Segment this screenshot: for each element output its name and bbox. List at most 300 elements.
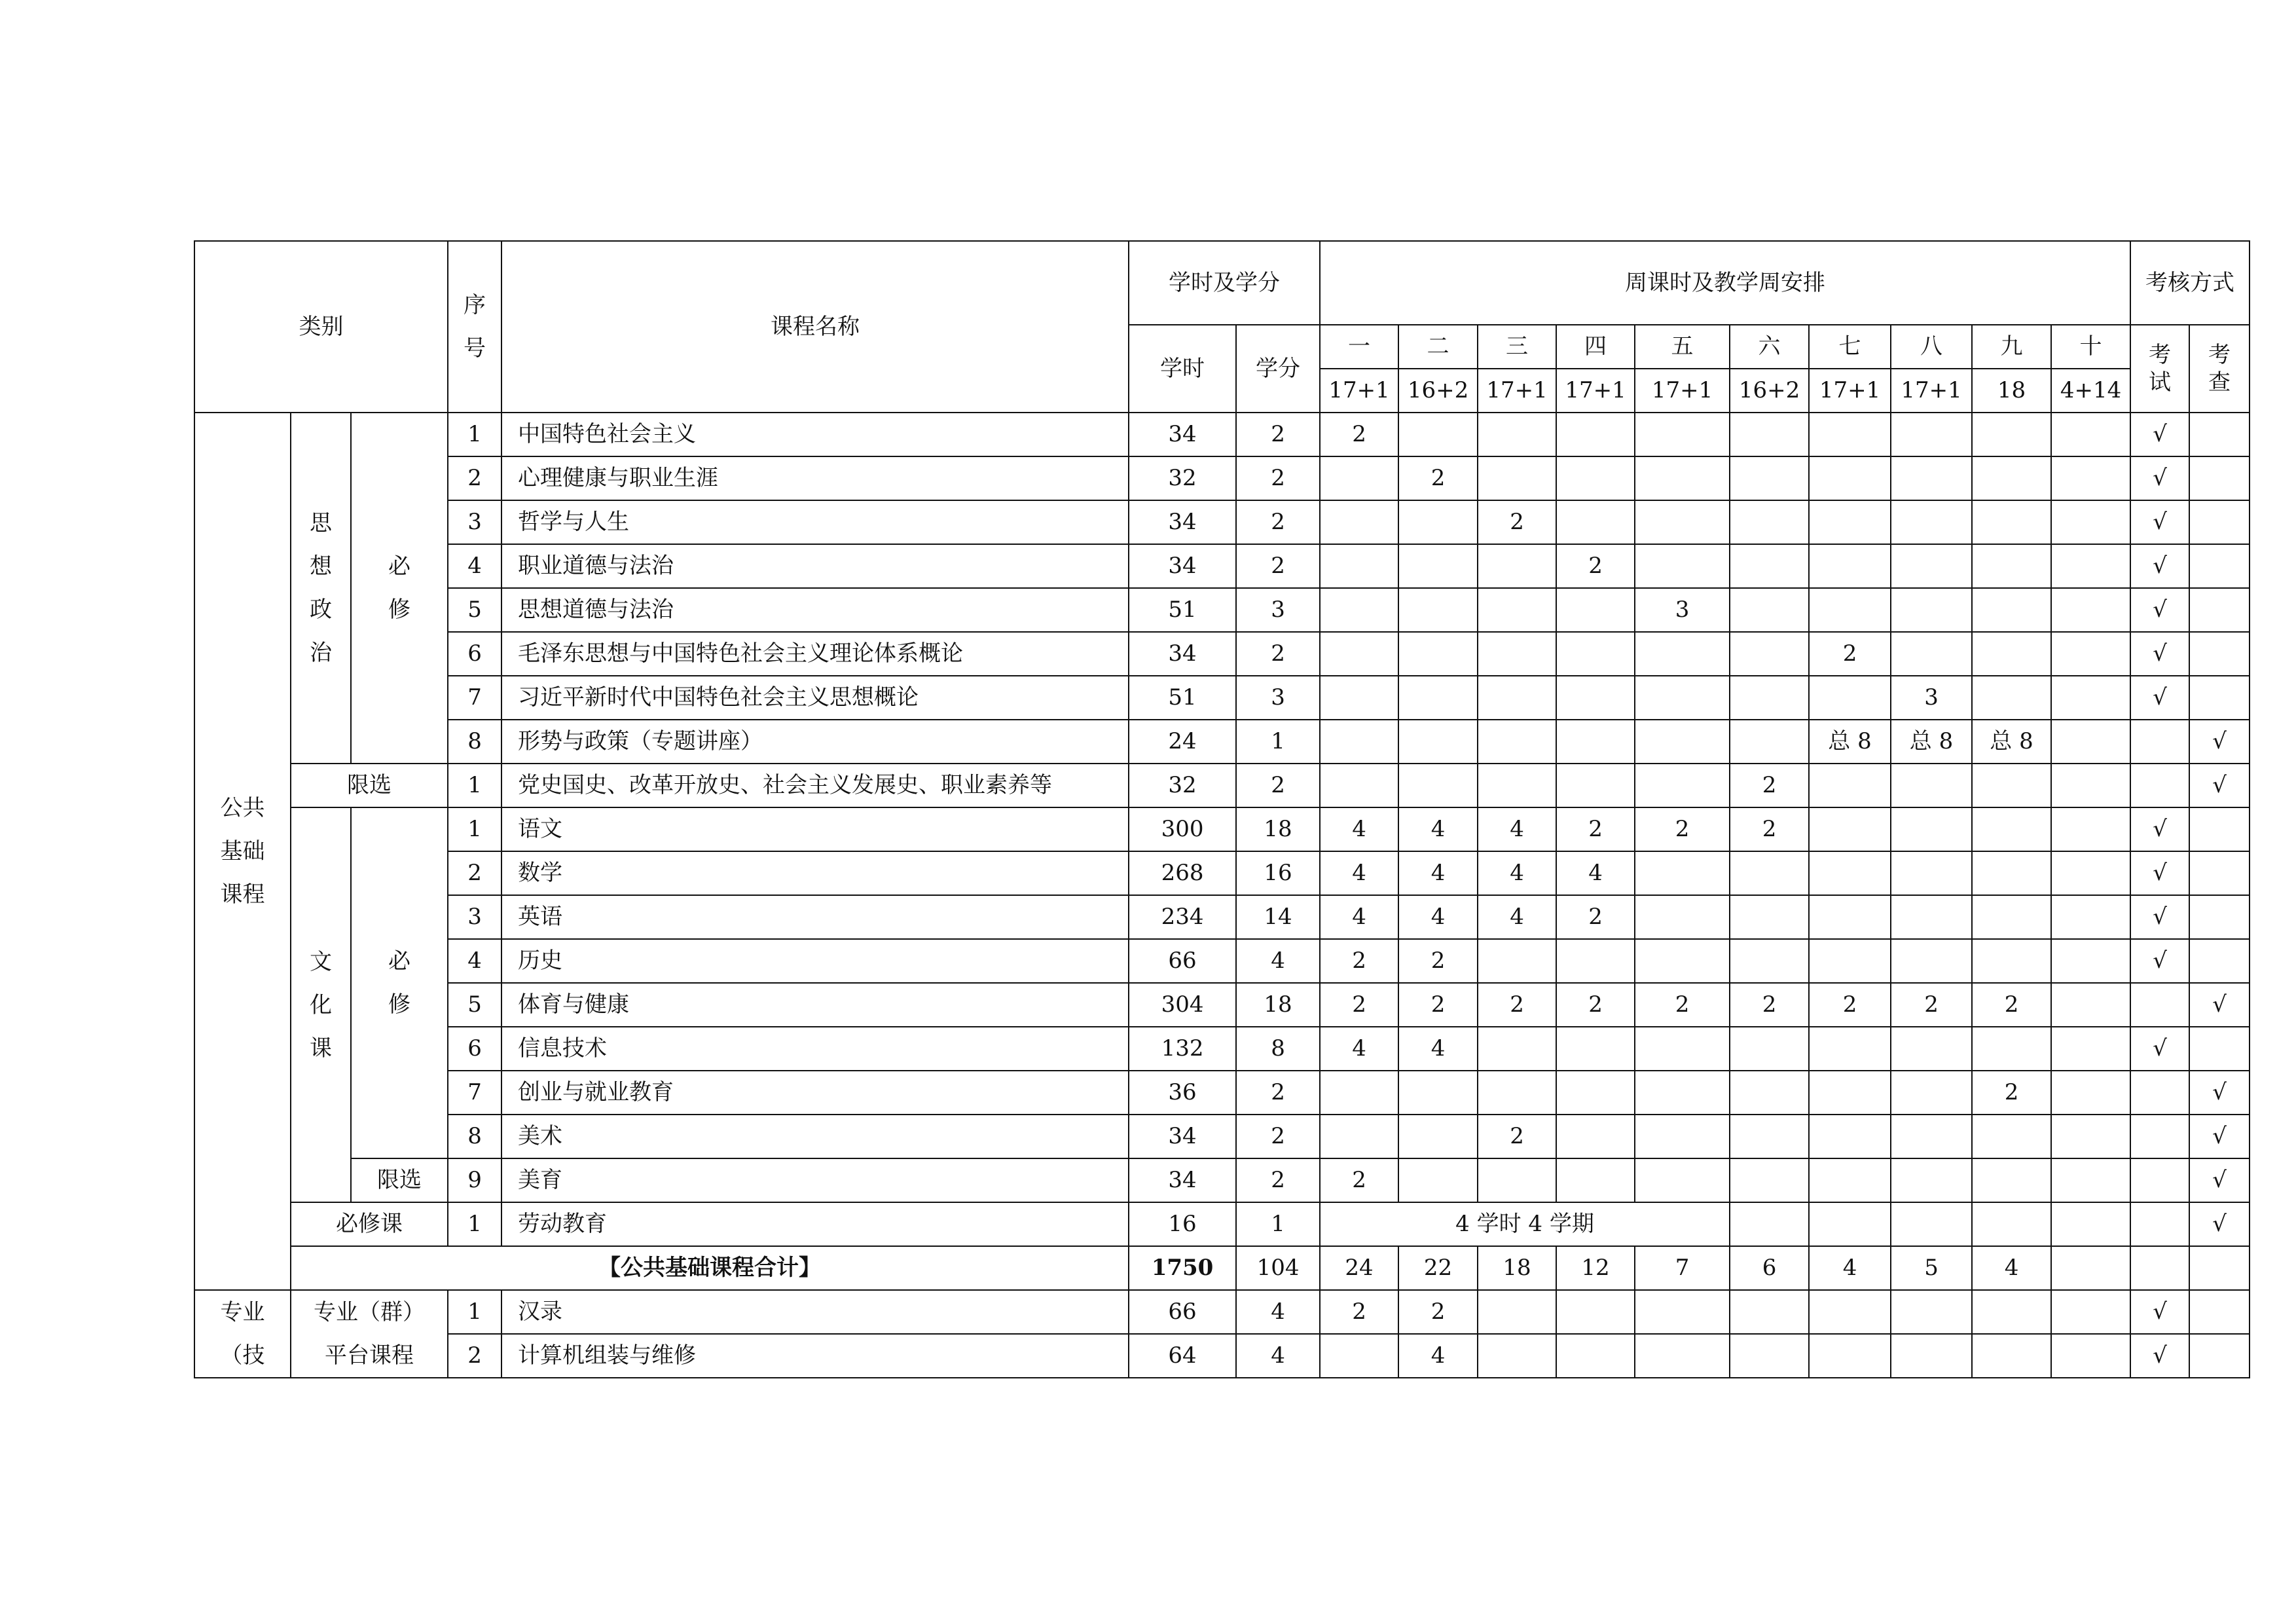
curriculum-table (194, 240, 2250, 1378)
course-term-2: 2 (1398, 1290, 1478, 1334)
course-check-mark: √ (2189, 1115, 2250, 1158)
course-term-1: 4 (1320, 1027, 1398, 1071)
course-hours: 51 (1129, 676, 1236, 720)
course-check-mark (2189, 1027, 2250, 1071)
header-term-5: 五 (1635, 325, 1730, 369)
course-term-10 (2051, 588, 2130, 632)
course-check-mark (2189, 632, 2250, 676)
course-term-8 (1891, 1115, 1972, 1158)
course-term-3 (1478, 632, 1556, 676)
course-term-1 (1320, 764, 1398, 807)
course-check-mark (2189, 895, 2250, 939)
course-hours: 34 (1129, 544, 1236, 588)
course-term-5 (1635, 1290, 1730, 1334)
course-term-3: 2 (1478, 1115, 1556, 1158)
course-term-9 (1972, 1334, 2051, 1378)
course-term-8 (1891, 456, 1972, 500)
course-term-3: 4 (1478, 895, 1556, 939)
course-seq: 4 (448, 544, 501, 588)
course-term-7 (1809, 895, 1891, 939)
course-term-6 (1730, 456, 1809, 500)
course-term-5 (1635, 851, 1730, 895)
course-term-9 (1972, 544, 2051, 588)
course-term-5 (1635, 1334, 1730, 1378)
course-check-mark (2189, 851, 2250, 895)
course-credits: 2 (1236, 413, 1320, 456)
course-term-2 (1398, 500, 1478, 544)
group-platform-courses: 专业（群） 平台课程 (291, 1290, 448, 1378)
course-seq: 1 (448, 764, 501, 807)
course-seq: 6 (448, 1027, 501, 1071)
course-term-7 (1809, 1334, 1891, 1378)
header-weekly-schedule: 周课时及教学周安排 (1320, 241, 2130, 325)
course-term-4: 2 (1556, 544, 1635, 588)
course-exam-mark: √ (2130, 1334, 2189, 1378)
course-term-2: 2 (1398, 456, 1478, 500)
course-term-7 (1809, 764, 1891, 807)
course-term-10 (2051, 1158, 2130, 1202)
course-credits: 2 (1236, 1115, 1320, 1158)
course-check-mark (2189, 413, 2250, 456)
course-row (194, 544, 2250, 588)
header-weeks-1: 17+1 (1320, 369, 1398, 413)
course-hours: 304 (1129, 983, 1236, 1027)
course-term-1 (1320, 544, 1398, 588)
course-term-9 (1972, 456, 2051, 500)
course-credits: 18 (1236, 983, 1320, 1027)
course-credits: 2 (1236, 1071, 1320, 1115)
course-seq: 9 (448, 1158, 501, 1202)
course-term-6 (1730, 720, 1809, 764)
course-term-3 (1478, 544, 1556, 588)
course-seq: 3 (448, 500, 501, 544)
course-term-9 (1972, 895, 2051, 939)
course-term-5 (1635, 413, 1730, 456)
course-term-3: 4 (1478, 807, 1556, 851)
course-term-4: 2 (1556, 895, 1635, 939)
course-term-5: 2 (1635, 807, 1730, 851)
course-term-4 (1556, 720, 1635, 764)
course-term-3: 4 (1478, 851, 1556, 895)
course-term-2 (1398, 764, 1478, 807)
course-term-4 (1556, 500, 1635, 544)
course-credits: 16 (1236, 851, 1320, 895)
course-term-8 (1891, 939, 1972, 983)
course-hours: 34 (1129, 413, 1236, 456)
course-term-9 (1972, 413, 2051, 456)
course-credits: 4 (1236, 1334, 1320, 1378)
course-term-10 (2051, 632, 2130, 676)
course-name: 历史 (501, 939, 1129, 983)
course-term-3 (1478, 456, 1556, 500)
course-term-10 (2051, 1027, 2130, 1071)
course-seq: 2 (448, 456, 501, 500)
course-name: 数学 (501, 851, 1129, 895)
course-term-1 (1320, 1334, 1398, 1378)
course-term-9 (1972, 500, 2051, 544)
course-seq: 5 (448, 588, 501, 632)
course-term-3 (1478, 1027, 1556, 1071)
course-term-5: 3 (1635, 588, 1730, 632)
course-exam-mark (2130, 1071, 2189, 1115)
course-name: 中国特色社会主义 (501, 413, 1129, 456)
course-term-9 (1972, 1158, 2051, 1202)
course-credits: 3 (1236, 588, 1320, 632)
course-exam-mark: √ (2130, 1290, 2189, 1334)
header-weeks-5: 17+1 (1635, 369, 1730, 413)
course-row (194, 764, 2250, 807)
course-hours: 34 (1129, 500, 1236, 544)
course-exam-mark: √ (2130, 851, 2189, 895)
course-term-9 (1972, 807, 2051, 851)
course-term-2: 4 (1398, 1027, 1478, 1071)
course-term-5 (1635, 895, 1730, 939)
course-hours: 268 (1129, 851, 1236, 895)
course-term-4 (1556, 939, 1635, 983)
course-seq: 7 (448, 1071, 501, 1115)
course-term-8 (1891, 588, 1972, 632)
course-row (194, 1071, 2250, 1115)
course-term-4 (1556, 1071, 1635, 1115)
course-name: 美育 (501, 1158, 1129, 1202)
course-check-mark: √ (2189, 1158, 2250, 1202)
course-term-4 (1556, 1158, 1635, 1202)
course-hours: 34 (1129, 632, 1236, 676)
course-hours: 64 (1129, 1334, 1236, 1378)
course-exam-mark: √ (2130, 895, 2189, 939)
header-credits: 学分 (1236, 325, 1320, 413)
course-term-10 (2051, 807, 2130, 851)
course-term-6 (1730, 676, 1809, 720)
course-credits: 2 (1236, 500, 1320, 544)
group-limited-elective-culture: 限选 (351, 1158, 448, 1202)
course-term-7: 2 (1809, 632, 1891, 676)
course-term-7 (1809, 807, 1891, 851)
course-row (194, 939, 2250, 983)
course-term-3 (1478, 1334, 1556, 1378)
course-name: 计算机组装与维修 (501, 1334, 1129, 1378)
course-term-4 (1556, 676, 1635, 720)
course-exam-mark (2130, 983, 2189, 1027)
course-term-2 (1398, 1115, 1478, 1158)
header-hours: 学时 (1129, 325, 1236, 413)
total-hours: 1750 (1129, 1246, 1236, 1290)
course-check-mark: √ (2189, 1071, 2250, 1115)
course-term-2: 2 (1398, 983, 1478, 1027)
course-exam-mark: √ (2130, 544, 2189, 588)
total-term-10 (2051, 1246, 2130, 1290)
course-term-3 (1478, 939, 1556, 983)
course-term-6 (1730, 1202, 1809, 1246)
course-term-6 (1730, 939, 1809, 983)
course-term-8 (1891, 807, 1972, 851)
course-term-4 (1556, 1334, 1635, 1378)
course-term-10 (2051, 456, 2130, 500)
course-term-9 (1972, 1202, 2051, 1246)
course-hours: 66 (1129, 939, 1236, 983)
course-term-8 (1891, 1071, 1972, 1115)
course-term-3 (1478, 1071, 1556, 1115)
course-term-10 (2051, 1115, 2130, 1158)
course-term-8 (1891, 1290, 1972, 1334)
group-required-ideology: 必 修 (351, 413, 448, 764)
course-schedule-note: 4 学时 4 学期 (1320, 1202, 1730, 1246)
course-check-mark (2189, 500, 2250, 544)
course-term-6 (1730, 632, 1809, 676)
course-term-3 (1478, 1158, 1556, 1202)
course-hours: 300 (1129, 807, 1236, 851)
course-term-7 (1809, 413, 1891, 456)
header-hours-credits: 学时及学分 (1129, 241, 1320, 325)
course-term-10 (2051, 1290, 2130, 1334)
total-label: 【公共基础课程合计】 (291, 1246, 1129, 1290)
course-row (194, 983, 2250, 1027)
course-name: 思想道德与法治 (501, 588, 1129, 632)
header-term-10: 十 (2051, 325, 2130, 369)
course-term-5 (1635, 720, 1730, 764)
course-term-2 (1398, 720, 1478, 764)
course-term-8: 2 (1891, 983, 1972, 1027)
course-exam-mark (2130, 764, 2189, 807)
course-term-6 (1730, 413, 1809, 456)
course-seq: 6 (448, 632, 501, 676)
course-exam-mark: √ (2130, 500, 2189, 544)
course-term-9 (1972, 939, 2051, 983)
total-term-4: 12 (1556, 1246, 1635, 1290)
course-term-1: 2 (1320, 1158, 1398, 1202)
header-weeks-2: 16+2 (1398, 369, 1478, 413)
course-term-2 (1398, 413, 1478, 456)
course-term-1: 4 (1320, 807, 1398, 851)
course-term-1: 2 (1320, 413, 1398, 456)
course-term-2: 4 (1398, 807, 1478, 851)
course-check-mark (2189, 807, 2250, 851)
course-term-9 (1972, 1290, 2051, 1334)
course-name: 信息技术 (501, 1027, 1129, 1071)
course-check-mark (2189, 544, 2250, 588)
course-hours: 24 (1129, 720, 1236, 764)
course-term-1 (1320, 456, 1398, 500)
course-exam-mark: √ (2130, 676, 2189, 720)
header-weeks-4: 17+1 (1556, 369, 1635, 413)
course-term-2 (1398, 588, 1478, 632)
course-name: 毛泽东思想与中国特色社会主义理论体系概论 (501, 632, 1129, 676)
group-required-course-labor: 必修课 (291, 1202, 448, 1246)
course-term-2 (1398, 1158, 1478, 1202)
course-seq: 8 (448, 1115, 501, 1158)
course-term-9 (1972, 632, 2051, 676)
course-row (194, 895, 2250, 939)
course-credits: 2 (1236, 544, 1320, 588)
course-term-1 (1320, 676, 1398, 720)
course-exam-mark (2130, 720, 2189, 764)
course-name: 英语 (501, 895, 1129, 939)
course-term-2: 2 (1398, 939, 1478, 983)
course-hours: 132 (1129, 1027, 1236, 1071)
course-hours: 66 (1129, 1290, 1236, 1334)
header-term-7: 七 (1809, 325, 1891, 369)
course-term-5 (1635, 500, 1730, 544)
course-row (194, 720, 2250, 764)
course-credits: 2 (1236, 456, 1320, 500)
course-term-4 (1556, 1290, 1635, 1334)
course-term-1 (1320, 632, 1398, 676)
course-name: 心理健康与职业生涯 (501, 456, 1129, 500)
course-term-5: 2 (1635, 983, 1730, 1027)
course-term-6 (1730, 500, 1809, 544)
course-row (194, 456, 2250, 500)
header-weeks-6: 16+2 (1730, 369, 1809, 413)
course-term-9 (1972, 1027, 2051, 1071)
header-term-4: 四 (1556, 325, 1635, 369)
header-seq: 序 号 (448, 241, 501, 413)
course-term-6 (1730, 895, 1809, 939)
total-term-5: 7 (1635, 1246, 1730, 1290)
course-row (194, 807, 2250, 851)
course-term-2: 4 (1398, 895, 1478, 939)
course-check-mark: √ (2189, 983, 2250, 1027)
course-exam-mark: √ (2130, 807, 2189, 851)
course-name: 劳动教育 (501, 1202, 1129, 1246)
course-term-10 (2051, 1202, 2130, 1246)
total-term-6: 6 (1730, 1246, 1809, 1290)
course-check-mark (2189, 939, 2250, 983)
course-name: 美术 (501, 1115, 1129, 1158)
total-check (2189, 1246, 2250, 1290)
course-term-5 (1635, 939, 1730, 983)
course-credits: 2 (1236, 632, 1320, 676)
course-exam-mark: √ (2130, 456, 2189, 500)
course-term-2 (1398, 1071, 1478, 1115)
course-term-1 (1320, 500, 1398, 544)
course-term-5 (1635, 1027, 1730, 1071)
course-check-mark: √ (2189, 764, 2250, 807)
course-term-8 (1891, 413, 1972, 456)
course-credits: 4 (1236, 939, 1320, 983)
course-row (194, 1027, 2250, 1071)
course-term-10 (2051, 676, 2130, 720)
header-term-2: 二 (1398, 325, 1478, 369)
course-term-2 (1398, 632, 1478, 676)
course-row (194, 632, 2250, 676)
course-hours: 16 (1129, 1202, 1236, 1246)
course-term-5 (1635, 456, 1730, 500)
total-term-7: 4 (1809, 1246, 1891, 1290)
course-row (194, 500, 2250, 544)
course-term-6: 2 (1730, 983, 1809, 1027)
group-major-courses: 专业 （技 (194, 1290, 291, 1378)
course-term-2 (1398, 676, 1478, 720)
course-term-5 (1635, 1158, 1730, 1202)
group-culture-courses: 文 化 课 (291, 807, 351, 1202)
course-term-8 (1891, 632, 1972, 676)
group-ideology-politics: 思 想 政 治 (291, 413, 351, 764)
course-seq: 7 (448, 676, 501, 720)
course-term-8 (1891, 544, 1972, 588)
course-hours: 34 (1129, 1158, 1236, 1202)
course-term-4 (1556, 1115, 1635, 1158)
total-term-2: 22 (1398, 1246, 1478, 1290)
course-name: 形势与政策（专题讲座） (501, 720, 1129, 764)
course-term-2 (1398, 544, 1478, 588)
header-weeks-7: 17+1 (1809, 369, 1891, 413)
course-check-mark: √ (2189, 1202, 2250, 1246)
course-name: 体育与健康 (501, 983, 1129, 1027)
course-term-7 (1809, 939, 1891, 983)
total-term-1: 24 (1320, 1246, 1398, 1290)
course-seq: 1 (448, 1290, 501, 1334)
course-term-3 (1478, 1290, 1556, 1334)
header-check: 考 查 (2189, 325, 2250, 413)
total-credits: 104 (1236, 1246, 1320, 1290)
header-term-8: 八 (1891, 325, 1972, 369)
total-exam (2130, 1246, 2189, 1290)
course-term-4: 2 (1556, 983, 1635, 1027)
course-hours: 32 (1129, 764, 1236, 807)
course-check-mark (2189, 676, 2250, 720)
course-term-10 (2051, 1071, 2130, 1115)
course-term-1: 2 (1320, 983, 1398, 1027)
course-hours: 32 (1129, 456, 1236, 500)
course-term-9 (1972, 1115, 2051, 1158)
course-check-mark (2189, 1334, 2250, 1378)
header-weeks-3: 17+1 (1478, 369, 1556, 413)
course-term-8 (1891, 764, 1972, 807)
course-term-3 (1478, 588, 1556, 632)
header-category: 类别 (194, 241, 448, 413)
course-term-4 (1556, 456, 1635, 500)
course-check-mark (2189, 588, 2250, 632)
total-term-3: 18 (1478, 1246, 1556, 1290)
course-credits: 4 (1236, 1290, 1320, 1334)
course-term-6 (1730, 544, 1809, 588)
course-term-5 (1635, 764, 1730, 807)
course-term-6 (1730, 588, 1809, 632)
course-term-7 (1809, 500, 1891, 544)
course-term-1 (1320, 720, 1398, 764)
course-term-5 (1635, 676, 1730, 720)
course-term-10 (2051, 895, 2130, 939)
course-term-3: 2 (1478, 500, 1556, 544)
course-term-9 (1972, 676, 2051, 720)
course-term-6 (1730, 1158, 1809, 1202)
course-term-7 (1809, 588, 1891, 632)
header-assessment: 考核方式 (2130, 241, 2250, 325)
course-check-mark (2189, 456, 2250, 500)
course-hours: 36 (1129, 1071, 1236, 1115)
course-term-7 (1809, 1115, 1891, 1158)
course-term-6 (1730, 851, 1809, 895)
course-hours: 234 (1129, 895, 1236, 939)
course-term-7 (1809, 544, 1891, 588)
course-row (194, 1290, 2250, 1334)
course-hours: 34 (1129, 1115, 1236, 1158)
course-seq: 2 (448, 1334, 501, 1378)
course-term-3 (1478, 676, 1556, 720)
course-term-7 (1809, 456, 1891, 500)
course-name: 党史国史、改革开放史、社会主义发展史、职业素养等 (501, 764, 1129, 807)
course-term-7 (1809, 851, 1891, 895)
course-exam-mark: √ (2130, 588, 2189, 632)
course-credits: 2 (1236, 1158, 1320, 1202)
course-row (194, 413, 2250, 456)
total-row (194, 1246, 2250, 1290)
group-required-culture: 必 修 (351, 807, 448, 1158)
course-term-10 (2051, 1334, 2130, 1378)
course-exam-mark (2130, 1158, 2189, 1202)
course-term-3 (1478, 764, 1556, 807)
total-term-8: 5 (1891, 1246, 1972, 1290)
